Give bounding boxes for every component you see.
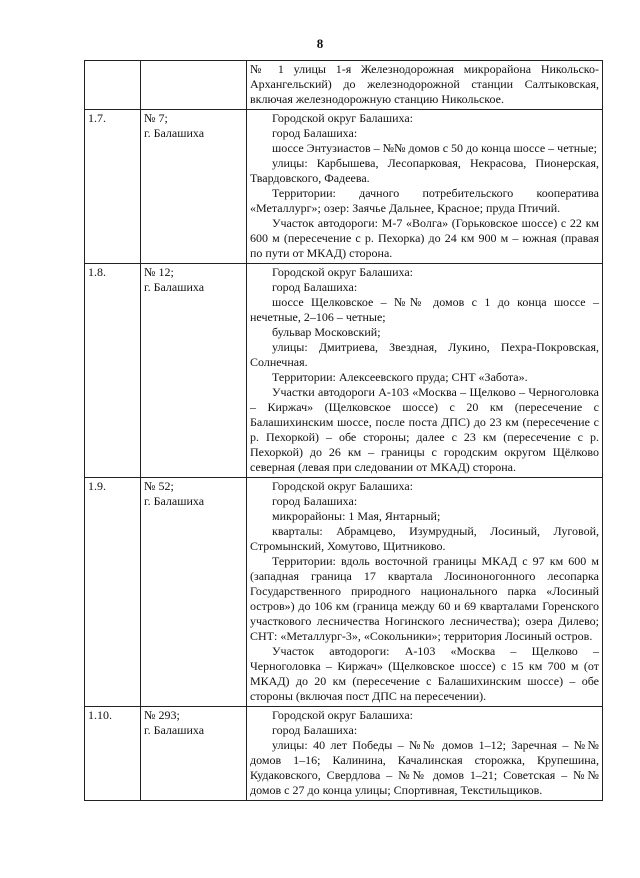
row-number bbox=[85, 61, 141, 110]
district-table bbox=[84, 60, 603, 801]
district-number: № 7; bbox=[144, 111, 168, 125]
description-paragraph: Городской округ Балашиха: bbox=[272, 265, 414, 279]
description-paragraph: город Балашиха: bbox=[272, 723, 358, 737]
table-row bbox=[85, 61, 603, 110]
district-number: № 293; bbox=[144, 708, 180, 722]
description-paragraph: улицы: 40 лет Победы – №№ домов 1–12; Заречная – №№ домов 1–16; Калинина, Качалинская сторожка, Крупешина, Кудаковского, Свердлова – №№ домов 1–21; Советская – №№ домов с 27 до конца улицы; Спортивная, Текстильщиков. bbox=[250, 738, 599, 797]
description-paragraph: улицы: Карбышева, Лесопарковая, Некрасова, Пионерская, Твардовского, Фадеева. bbox=[250, 156, 599, 185]
boundary-description bbox=[247, 478, 603, 707]
description-paragraph: город Балашиха: bbox=[272, 494, 358, 508]
boundary-description bbox=[247, 61, 603, 110]
boundary-description bbox=[247, 707, 603, 801]
description-paragraph: Территории: дачного потребительского кооператива «Металлург»; озер: Заячье Дальнее, Красное; пруда Птичий. bbox=[250, 186, 599, 215]
description-paragraph: № 1 улицы 1-я Железнодорожная микрорайона Никольско-Архангельский) до железнодорожной станции Салтыковская, включая железнодорожную станцию Никольское. bbox=[250, 62, 599, 106]
description-paragraph: шоссе Энтузиастов – №№ домов с 50 до конца шоссе – четные; bbox=[272, 141, 597, 155]
table-row bbox=[85, 110, 603, 264]
page-number: 8 bbox=[316, 36, 324, 51]
description-paragraph: Городской округ Балашиха: bbox=[272, 479, 414, 493]
description-paragraph: кварталы: Абрамцево, Изумрудный, Лосиный, Луговой, Стромынский, Хомутово, Щитниково. bbox=[250, 524, 599, 553]
district-cell bbox=[141, 478, 247, 707]
district-cell bbox=[141, 707, 247, 801]
table-row bbox=[85, 707, 603, 801]
description-paragraph: шоссе Щелковское – №№ домов с 1 до конца шоссе – нечетные, 2–106 – четные; bbox=[250, 295, 599, 324]
description-paragraph: микрорайоны: 1 Мая, Янтарный; bbox=[272, 509, 441, 523]
district-city: г. Балашиха bbox=[144, 494, 205, 508]
row-number: 1.7. bbox=[85, 110, 141, 264]
description-paragraph: Территории: вдоль восточной границы МКАД с 97 км 600 м (западная граница 17 квартала Лосиноногонного лесопарка Государственного природного национального парка «Лосиный остров») до 106 км (граница между 60 и 69 кварталами Горенского участкового лесничества Ногинского лесничества); озера Дилево; СНТ: «Металлург-3», «Сокольники»; территория Лосиный остров. bbox=[250, 554, 599, 643]
row-number: 1.10. bbox=[85, 707, 141, 801]
table-row bbox=[85, 264, 603, 478]
description-paragraph: бульвар Московский; bbox=[272, 325, 381, 339]
table-row bbox=[85, 478, 603, 707]
row-number: 1.8. bbox=[85, 264, 141, 478]
district-city: г. Балашиха bbox=[144, 280, 205, 294]
description-paragraph: Городской округ Балашиха: bbox=[272, 111, 414, 125]
district-cell bbox=[141, 61, 247, 110]
description-paragraph: город Балашиха: bbox=[272, 126, 358, 140]
description-paragraph: Городской округ Балашиха: bbox=[272, 708, 414, 722]
description-paragraph: Участок автодороги: А-103 «Москва – Щелково – Черноголовка – Киржач» (Щелковское шоссе) с 15 км 700 м (от МКАД) до 20 км (пересечение с Балашихинским шоссе) – обе стороны (включая пост ДПС на пересечении). bbox=[250, 644, 599, 703]
district-table-body bbox=[85, 61, 603, 801]
description-paragraph: город Балашиха: bbox=[272, 280, 358, 294]
district-city: г. Балашиха bbox=[144, 723, 205, 737]
row-number: 1.9. bbox=[85, 478, 141, 707]
boundary-description bbox=[247, 110, 603, 264]
description-paragraph: Участок автодороги: М-7 «Волга» (Горьковское шоссе) с 22 км 600 м (пересечение с р. Пехорка) до 24 км 900 м – южная (правая по пути от МКАД) сторона. bbox=[250, 216, 599, 260]
description-paragraph: Участки автодороги А-103 «Москва – Щелково – Черноголовка – Киржач» (Щелковское шоссе) с 20 км (пересечение с Балашихинским шоссе, после поста ДПС) до 23 км (пересечение с р. Пехоркой) – обе стороны; далее с 23 км (пересечение с р. Пехоркой) до 26 км – границы с городским округом Щёлково северная (левая при следовании от МКАД) сторона. bbox=[250, 385, 599, 474]
description-paragraph: улицы: Дмитриева, Звездная, Лукино, Пехра-Покровская, Солнечная. bbox=[250, 340, 599, 369]
district-cell bbox=[141, 264, 247, 478]
district-city: г. Балашиха bbox=[144, 126, 205, 140]
district-cell bbox=[141, 110, 247, 264]
description-paragraph: Территории: Алексеевского пруда; СНТ «Забота». bbox=[272, 370, 528, 384]
district-number: № 52; bbox=[144, 479, 174, 493]
district-number: № 12; bbox=[144, 265, 174, 279]
boundary-description bbox=[247, 264, 603, 478]
